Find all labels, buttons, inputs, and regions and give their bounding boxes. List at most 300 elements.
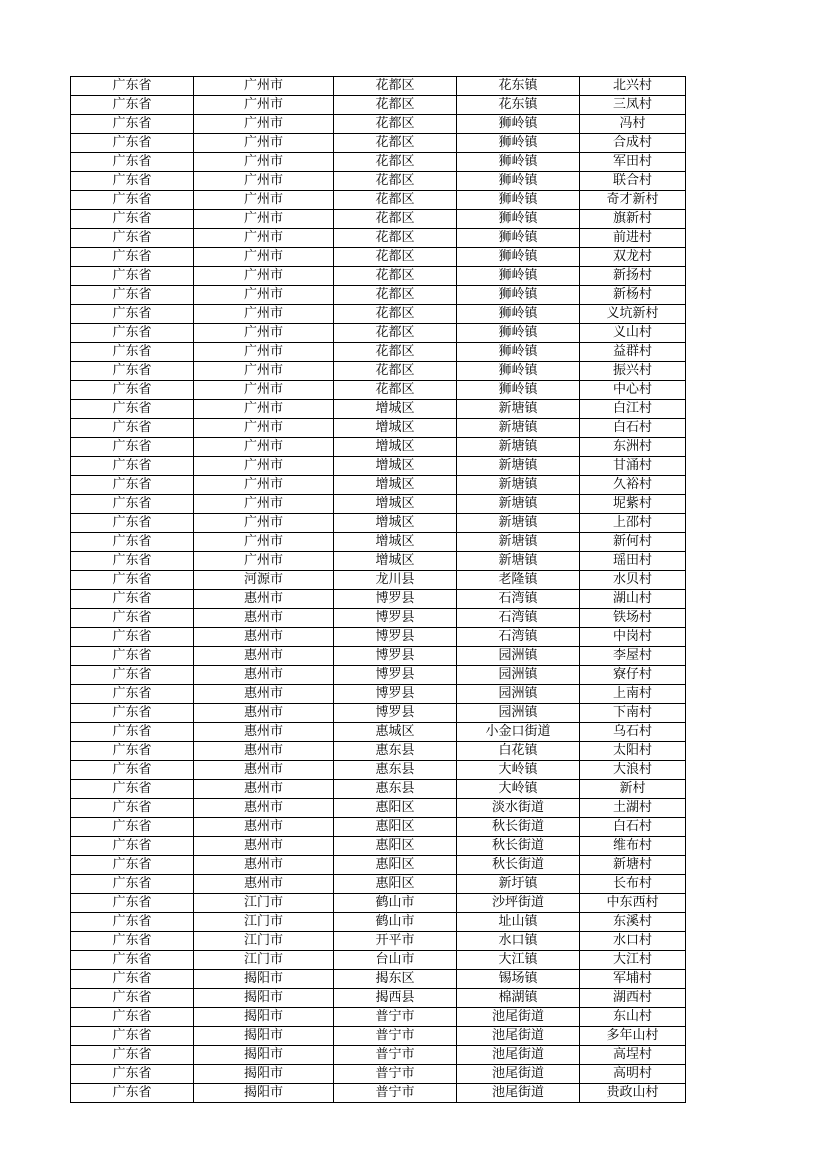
- city-cell: 广州市: [194, 457, 334, 476]
- city-cell: 广州市: [194, 96, 334, 115]
- city-cell: 江门市: [194, 913, 334, 932]
- table-row: [71, 685, 686, 704]
- district-cell: 花都区: [334, 248, 457, 267]
- town-cell: 园洲镇: [457, 685, 580, 704]
- town-cell: 园洲镇: [457, 666, 580, 685]
- city-cell: 惠州市: [194, 685, 334, 704]
- city-cell: 惠州市: [194, 837, 334, 856]
- town-cell: 棉湖镇: [457, 989, 580, 1008]
- city-cell: 惠州市: [194, 647, 334, 666]
- table-row: [71, 932, 686, 951]
- province-cell: 广东省: [71, 875, 194, 894]
- province-cell: 广东省: [71, 115, 194, 134]
- province-cell: 广东省: [71, 77, 194, 96]
- town-cell: 秋长街道: [457, 856, 580, 875]
- province-cell: 广东省: [71, 799, 194, 818]
- district-cell: 普宁市: [334, 1046, 457, 1065]
- table-row: [71, 533, 686, 552]
- town-cell: 池尾街道: [457, 1027, 580, 1046]
- table-body: [71, 77, 686, 1103]
- city-cell: 惠州市: [194, 704, 334, 723]
- district-cell: 增城区: [334, 400, 457, 419]
- city-cell: 惠州市: [194, 742, 334, 761]
- district-cell: 惠东县: [334, 761, 457, 780]
- table-row: [71, 77, 686, 96]
- district-cell: 惠阳区: [334, 818, 457, 837]
- village-cell: 高埕村: [580, 1046, 686, 1065]
- town-cell: 狮岭镇: [457, 172, 580, 191]
- village-cell: 下南村: [580, 704, 686, 723]
- table-row: [71, 343, 686, 362]
- province-cell: 广东省: [71, 210, 194, 229]
- district-cell: 博罗县: [334, 609, 457, 628]
- town-cell: 新塘镇: [457, 419, 580, 438]
- town-cell: 狮岭镇: [457, 267, 580, 286]
- district-cell: 花都区: [334, 96, 457, 115]
- table-row: [71, 419, 686, 438]
- district-cell: 惠阳区: [334, 837, 457, 856]
- district-cell: 博罗县: [334, 685, 457, 704]
- town-cell: 水口镇: [457, 932, 580, 951]
- province-cell: 广东省: [71, 609, 194, 628]
- district-cell: 花都区: [334, 153, 457, 172]
- city-cell: 广州市: [194, 210, 334, 229]
- village-cell: 合成村: [580, 134, 686, 153]
- table-row: [71, 704, 686, 723]
- table-row: [71, 647, 686, 666]
- district-cell: 博罗县: [334, 628, 457, 647]
- village-cell: 李屋村: [580, 647, 686, 666]
- district-cell: 增城区: [334, 457, 457, 476]
- city-cell: 广州市: [194, 191, 334, 210]
- province-cell: 广东省: [71, 590, 194, 609]
- table-row: [71, 628, 686, 647]
- district-cell: 揭西县: [334, 989, 457, 1008]
- village-list-table: [70, 76, 686, 1103]
- city-cell: 惠州市: [194, 780, 334, 799]
- village-cell: 甘涌村: [580, 457, 686, 476]
- city-cell: 广州市: [194, 134, 334, 153]
- table-row: [71, 742, 686, 761]
- city-cell: 广州市: [194, 476, 334, 495]
- table-row: [71, 666, 686, 685]
- province-cell: 广东省: [71, 362, 194, 381]
- table-row: [71, 96, 686, 115]
- district-cell: 花都区: [334, 115, 457, 134]
- village-cell: 上邵村: [580, 514, 686, 533]
- table-row: [71, 210, 686, 229]
- province-cell: 广东省: [71, 761, 194, 780]
- district-cell: 花都区: [334, 267, 457, 286]
- village-cell: 军田村: [580, 153, 686, 172]
- town-cell: 狮岭镇: [457, 362, 580, 381]
- district-cell: 惠城区: [334, 723, 457, 742]
- village-cell: 中心村: [580, 381, 686, 400]
- city-cell: 惠州市: [194, 723, 334, 742]
- province-cell: 广东省: [71, 153, 194, 172]
- province-cell: 广东省: [71, 647, 194, 666]
- village-cell: 土湖村: [580, 799, 686, 818]
- province-cell: 广东省: [71, 951, 194, 970]
- province-cell: 广东省: [71, 96, 194, 115]
- city-cell: 揭阳市: [194, 1065, 334, 1084]
- village-cell: 益群村: [580, 343, 686, 362]
- province-cell: 广东省: [71, 457, 194, 476]
- table-row: [71, 1027, 686, 1046]
- city-cell: 惠州市: [194, 875, 334, 894]
- town-cell: 石湾镇: [457, 609, 580, 628]
- city-cell: 广州市: [194, 400, 334, 419]
- city-cell: 惠州市: [194, 818, 334, 837]
- city-cell: 揭阳市: [194, 989, 334, 1008]
- town-cell: 新塘镇: [457, 438, 580, 457]
- town-cell: 狮岭镇: [457, 381, 580, 400]
- town-cell: 大岭镇: [457, 761, 580, 780]
- town-cell: 小金口街道: [457, 723, 580, 742]
- town-cell: 新塘镇: [457, 552, 580, 571]
- village-cell: 联合村: [580, 172, 686, 191]
- table-row: [71, 723, 686, 742]
- district-cell: 普宁市: [334, 1008, 457, 1027]
- district-cell: 花都区: [334, 77, 457, 96]
- village-cell: 新何村: [580, 533, 686, 552]
- table-row: [71, 799, 686, 818]
- province-cell: 广东省: [71, 666, 194, 685]
- village-cell: 维布村: [580, 837, 686, 856]
- district-cell: 花都区: [334, 210, 457, 229]
- district-cell: 增城区: [334, 533, 457, 552]
- village-cell: 义坑新村: [580, 305, 686, 324]
- city-cell: 揭阳市: [194, 1084, 334, 1103]
- town-cell: 秋长街道: [457, 837, 580, 856]
- district-cell: 增城区: [334, 476, 457, 495]
- village-cell: 湖西村: [580, 989, 686, 1008]
- table-row: [71, 894, 686, 913]
- province-cell: 广东省: [71, 856, 194, 875]
- province-cell: 广东省: [71, 134, 194, 153]
- village-cell: 乌石村: [580, 723, 686, 742]
- table-row: [71, 495, 686, 514]
- district-cell: 花都区: [334, 286, 457, 305]
- town-cell: 新塘镇: [457, 495, 580, 514]
- table-row: [71, 115, 686, 134]
- town-cell: 新塘镇: [457, 514, 580, 533]
- province-cell: 广东省: [71, 552, 194, 571]
- village-cell: 军埔村: [580, 970, 686, 989]
- village-cell: 长布村: [580, 875, 686, 894]
- city-cell: 江门市: [194, 894, 334, 913]
- table-row: [71, 438, 686, 457]
- city-cell: 广州市: [194, 533, 334, 552]
- city-cell: 广州市: [194, 514, 334, 533]
- village-cell: 高明村: [580, 1065, 686, 1084]
- district-cell: 惠阳区: [334, 875, 457, 894]
- town-cell: 狮岭镇: [457, 115, 580, 134]
- town-cell: 池尾街道: [457, 1065, 580, 1084]
- village-cell: 湖山村: [580, 590, 686, 609]
- city-cell: 广州市: [194, 153, 334, 172]
- village-cell: 寮仔村: [580, 666, 686, 685]
- district-cell: 花都区: [334, 191, 457, 210]
- city-cell: 江门市: [194, 932, 334, 951]
- table-row: [71, 153, 686, 172]
- district-cell: 惠阳区: [334, 856, 457, 875]
- town-cell: 花东镇: [457, 96, 580, 115]
- town-cell: 石湾镇: [457, 590, 580, 609]
- table-row: [71, 1065, 686, 1084]
- town-cell: 狮岭镇: [457, 305, 580, 324]
- city-cell: 揭阳市: [194, 970, 334, 989]
- city-cell: 惠州市: [194, 628, 334, 647]
- table-row: [71, 780, 686, 799]
- city-cell: 揭阳市: [194, 1027, 334, 1046]
- district-cell: 增城区: [334, 514, 457, 533]
- village-cell: 冯村: [580, 115, 686, 134]
- province-cell: 广东省: [71, 913, 194, 932]
- village-cell: 北兴村: [580, 77, 686, 96]
- village-cell: 新塘村: [580, 856, 686, 875]
- province-cell: 广东省: [71, 932, 194, 951]
- city-cell: 广州市: [194, 381, 334, 400]
- province-cell: 广东省: [71, 324, 194, 343]
- province-cell: 广东省: [71, 1065, 194, 1084]
- city-cell: 广州市: [194, 438, 334, 457]
- town-cell: 狮岭镇: [457, 210, 580, 229]
- table-row: [71, 1046, 686, 1065]
- province-cell: 广东省: [71, 1008, 194, 1027]
- village-cell: 铁场村: [580, 609, 686, 628]
- district-cell: 花都区: [334, 229, 457, 248]
- district-cell: 博罗县: [334, 666, 457, 685]
- province-cell: 广东省: [71, 571, 194, 590]
- city-cell: 江门市: [194, 951, 334, 970]
- town-cell: 址山镇: [457, 913, 580, 932]
- table-row: [71, 457, 686, 476]
- province-cell: 广东省: [71, 533, 194, 552]
- district-cell: 花都区: [334, 134, 457, 153]
- village-cell: 三凤村: [580, 96, 686, 115]
- city-cell: 揭阳市: [194, 1008, 334, 1027]
- town-cell: 白花镇: [457, 742, 580, 761]
- province-cell: 广东省: [71, 989, 194, 1008]
- province-cell: 广东省: [71, 495, 194, 514]
- town-cell: 园洲镇: [457, 647, 580, 666]
- table-row: [71, 362, 686, 381]
- district-cell: 鹤山市: [334, 894, 457, 913]
- village-cell: 东山村: [580, 1008, 686, 1027]
- table-row: [71, 913, 686, 932]
- district-cell: 增城区: [334, 495, 457, 514]
- town-cell: 狮岭镇: [457, 343, 580, 362]
- village-cell: 水贝村: [580, 571, 686, 590]
- town-cell: 池尾街道: [457, 1084, 580, 1103]
- city-cell: 广州市: [194, 172, 334, 191]
- province-cell: 广东省: [71, 381, 194, 400]
- city-cell: 广州市: [194, 77, 334, 96]
- province-cell: 广东省: [71, 172, 194, 191]
- district-cell: 花都区: [334, 172, 457, 191]
- village-cell: 久裕村: [580, 476, 686, 495]
- table-row: [71, 970, 686, 989]
- district-cell: 花都区: [334, 381, 457, 400]
- table-row: [71, 400, 686, 419]
- city-cell: 广州市: [194, 305, 334, 324]
- province-cell: 广东省: [71, 685, 194, 704]
- province-cell: 广东省: [71, 419, 194, 438]
- village-cell: 旗新村: [580, 210, 686, 229]
- table-row: [71, 856, 686, 875]
- province-cell: 广东省: [71, 476, 194, 495]
- province-cell: 广东省: [71, 267, 194, 286]
- village-cell: 瑶田村: [580, 552, 686, 571]
- town-cell: 大岭镇: [457, 780, 580, 799]
- village-cell: 前进村: [580, 229, 686, 248]
- town-cell: 狮岭镇: [457, 229, 580, 248]
- province-cell: 广东省: [71, 514, 194, 533]
- province-cell: 广东省: [71, 1046, 194, 1065]
- town-cell: 池尾街道: [457, 1008, 580, 1027]
- city-cell: 广州市: [194, 115, 334, 134]
- district-cell: 花都区: [334, 362, 457, 381]
- village-cell: 义山村: [580, 324, 686, 343]
- city-cell: 广州市: [194, 324, 334, 343]
- city-cell: 广州市: [194, 248, 334, 267]
- city-cell: 惠州市: [194, 590, 334, 609]
- city-cell: 广州市: [194, 362, 334, 381]
- province-cell: 广东省: [71, 286, 194, 305]
- district-cell: 惠东县: [334, 780, 457, 799]
- table-row: [71, 818, 686, 837]
- village-cell: 大浪村: [580, 761, 686, 780]
- city-cell: 广州市: [194, 419, 334, 438]
- town-cell: 狮岭镇: [457, 286, 580, 305]
- province-cell: 广东省: [71, 400, 194, 419]
- town-cell: 狮岭镇: [457, 153, 580, 172]
- city-cell: 广州市: [194, 267, 334, 286]
- table-row: [71, 324, 686, 343]
- city-cell: 广州市: [194, 552, 334, 571]
- table-row: [71, 1084, 686, 1103]
- town-cell: 狮岭镇: [457, 248, 580, 267]
- table-row: [71, 286, 686, 305]
- table-row: [71, 590, 686, 609]
- city-cell: 惠州市: [194, 666, 334, 685]
- district-cell: 开平市: [334, 932, 457, 951]
- province-cell: 广东省: [71, 894, 194, 913]
- town-cell: 秋长街道: [457, 818, 580, 837]
- province-cell: 广东省: [71, 1027, 194, 1046]
- table-row: [71, 191, 686, 210]
- town-cell: 新塘镇: [457, 457, 580, 476]
- district-cell: 惠东县: [334, 742, 457, 761]
- table-row: [71, 571, 686, 590]
- province-cell: 广东省: [71, 818, 194, 837]
- table-row: [71, 1008, 686, 1027]
- table-row: [71, 989, 686, 1008]
- town-cell: 花东镇: [457, 77, 580, 96]
- province-cell: 广东省: [71, 343, 194, 362]
- village-cell: 双龙村: [580, 248, 686, 267]
- town-cell: 池尾街道: [457, 1046, 580, 1065]
- table-row: [71, 951, 686, 970]
- district-cell: 揭东区: [334, 970, 457, 989]
- district-cell: 台山市: [334, 951, 457, 970]
- table-row: [71, 875, 686, 894]
- province-cell: 广东省: [71, 1084, 194, 1103]
- village-cell: 奇才新村: [580, 191, 686, 210]
- table-row: [71, 381, 686, 400]
- village-cell: 水口村: [580, 932, 686, 951]
- table-row: [71, 267, 686, 286]
- village-cell: 坭紫村: [580, 495, 686, 514]
- table-row: [71, 229, 686, 248]
- district-cell: 博罗县: [334, 647, 457, 666]
- village-cell: 东洲村: [580, 438, 686, 457]
- province-cell: 广东省: [71, 723, 194, 742]
- town-cell: 锡场镇: [457, 970, 580, 989]
- district-cell: 博罗县: [334, 704, 457, 723]
- city-cell: 河源市: [194, 571, 334, 590]
- province-cell: 广东省: [71, 305, 194, 324]
- village-cell: 贵政山村: [580, 1084, 686, 1103]
- table-row: [71, 476, 686, 495]
- village-cell: 白石村: [580, 818, 686, 837]
- province-cell: 广东省: [71, 248, 194, 267]
- district-cell: 惠阳区: [334, 799, 457, 818]
- town-cell: 狮岭镇: [457, 191, 580, 210]
- village-cell: 大江村: [580, 951, 686, 970]
- city-cell: 广州市: [194, 229, 334, 248]
- district-cell: 花都区: [334, 343, 457, 362]
- town-cell: 石湾镇: [457, 628, 580, 647]
- table-row: [71, 609, 686, 628]
- city-cell: 揭阳市: [194, 1046, 334, 1065]
- city-cell: 惠州市: [194, 609, 334, 628]
- village-cell: 白江村: [580, 400, 686, 419]
- table-row: [71, 761, 686, 780]
- town-cell: 沙坪街道: [457, 894, 580, 913]
- village-cell: 振兴村: [580, 362, 686, 381]
- district-cell: 花都区: [334, 324, 457, 343]
- district-cell: 普宁市: [334, 1065, 457, 1084]
- town-cell: 老隆镇: [457, 571, 580, 590]
- district-cell: 龙川县: [334, 571, 457, 590]
- table-row: [71, 514, 686, 533]
- district-cell: 鹤山市: [334, 913, 457, 932]
- district-cell: 增城区: [334, 419, 457, 438]
- village-cell: 上南村: [580, 685, 686, 704]
- village-cell: 东溪村: [580, 913, 686, 932]
- village-cell: 新扬村: [580, 267, 686, 286]
- city-cell: 惠州市: [194, 799, 334, 818]
- city-cell: 惠州市: [194, 856, 334, 875]
- city-cell: 广州市: [194, 286, 334, 305]
- village-cell: 新村: [580, 780, 686, 799]
- province-cell: 广东省: [71, 628, 194, 647]
- town-cell: 狮岭镇: [457, 134, 580, 153]
- village-cell: 中东西村: [580, 894, 686, 913]
- town-cell: 新塘镇: [457, 400, 580, 419]
- table-row: [71, 134, 686, 153]
- village-cell: 太阳村: [580, 742, 686, 761]
- city-cell: 广州市: [194, 343, 334, 362]
- province-cell: 广东省: [71, 438, 194, 457]
- district-cell: 花都区: [334, 305, 457, 324]
- town-cell: 新圩镇: [457, 875, 580, 894]
- district-cell: 博罗县: [334, 590, 457, 609]
- table-row: [71, 305, 686, 324]
- district-cell: 普宁市: [334, 1084, 457, 1103]
